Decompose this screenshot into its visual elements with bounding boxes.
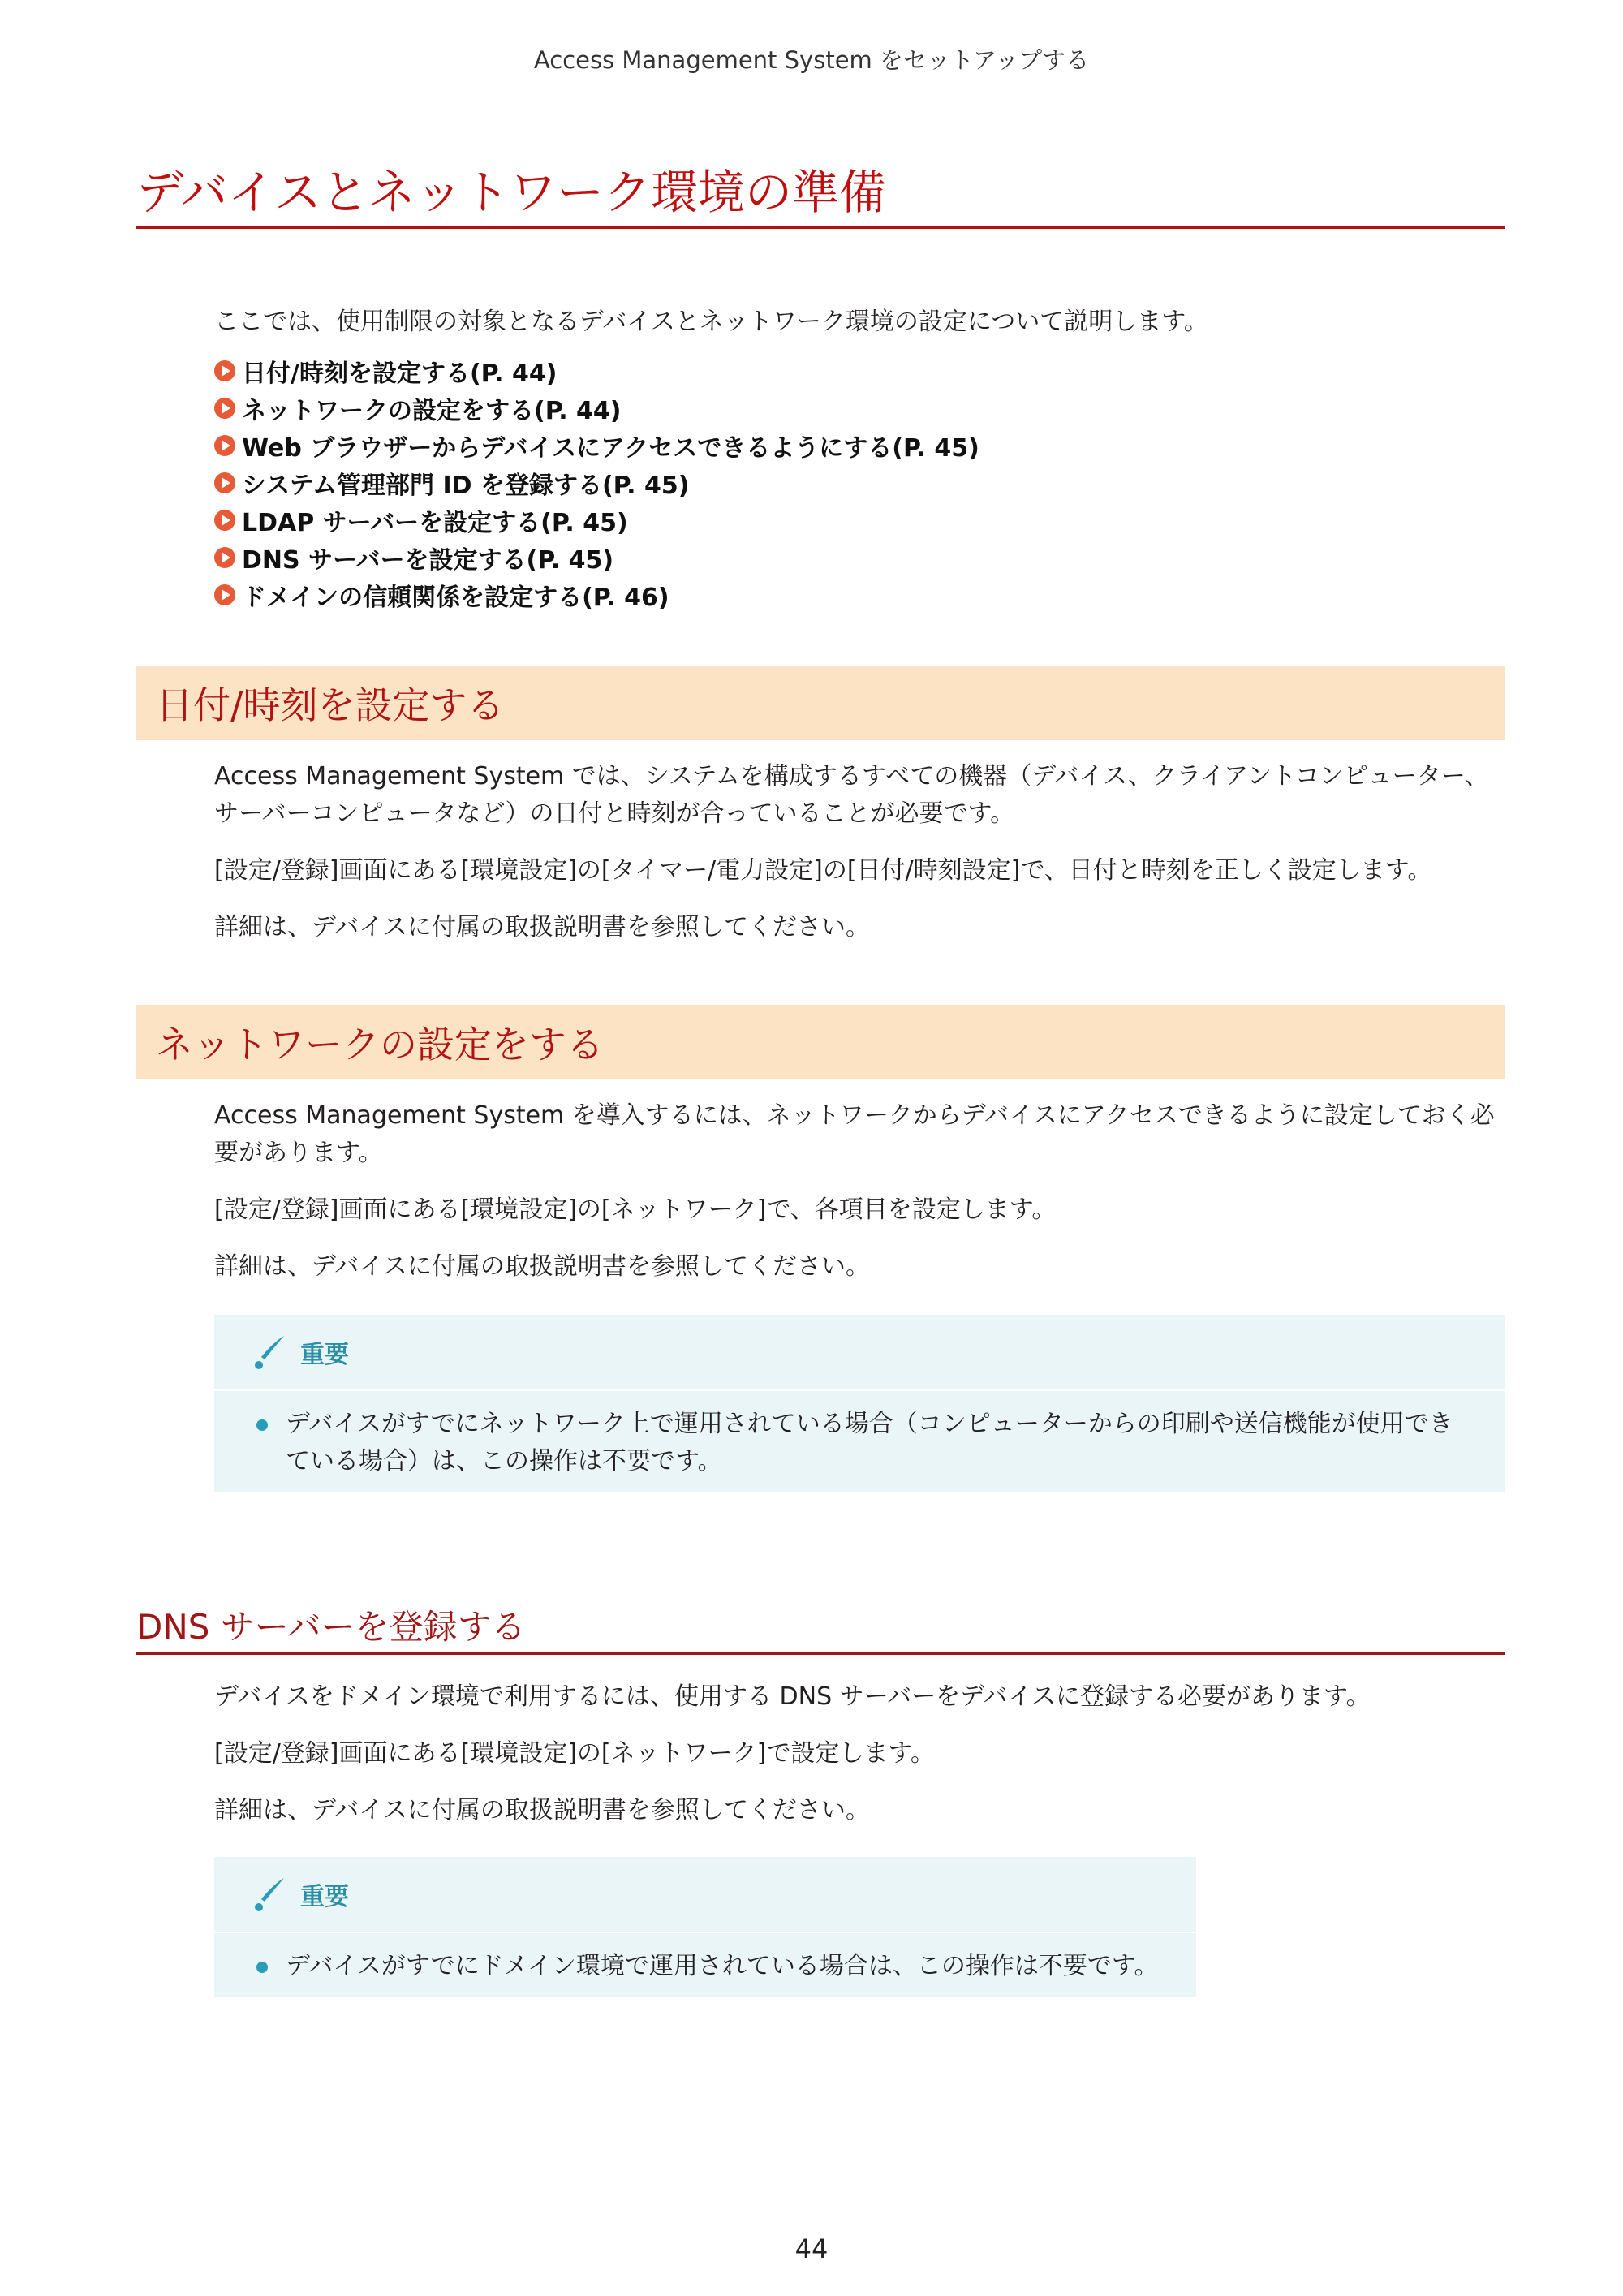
play-arrow-icon: [214, 435, 235, 456]
note-label: 重要: [300, 1883, 349, 1911]
play-arrow-icon: [214, 547, 235, 568]
note-header: [214, 1857, 1196, 1933]
running-header: Access Management System をセットアップする: [533, 46, 1090, 74]
section-body-datetime: [214, 758, 1505, 966]
paragraph: 詳細は、デバイスに付属の取扱説明書を参照してください。: [214, 913, 870, 941]
toc-link-label: ドメインの信頼関係を設定する(P. 46): [242, 584, 669, 612]
toc-link-label: 日付/時刻を設定する(P. 44): [242, 360, 558, 388]
section-body-dns: [214, 1678, 1505, 1849]
toc-link-system-manager-id[interactable]: [214, 464, 1505, 502]
bullet-icon: [256, 1962, 268, 1973]
page-number: 44: [794, 2234, 829, 2264]
note-header: [214, 1315, 1505, 1391]
toc-link-domain-trust[interactable]: [214, 576, 1505, 614]
toc-link-ldap[interactable]: [214, 502, 1505, 539]
toc-link-label: システム管理部門 ID を登録する(P. 45): [242, 472, 690, 500]
section-header-network: [136, 1005, 1505, 1079]
toc-link-label: DNS サーバーを設定する(P. 45): [242, 546, 614, 575]
note-body: [214, 1933, 1196, 1997]
note-text: デバイスがすでにネットワーク上で運用されている場合（コンピューターからの印刷や送信機能が使用できている場合）は、この操作は不要です。: [286, 1410, 1453, 1475]
paragraph: [設定/登録]画面にある[環境設定]の[ネットワーク]で設定します。: [214, 1739, 935, 1768]
play-arrow-icon: [214, 398, 235, 419]
toc-link-web-browser[interactable]: [214, 427, 1505, 464]
play-arrow-icon: [214, 510, 235, 531]
toc-link-label: LDAP サーバーを設定する(P. 45): [242, 509, 628, 537]
play-arrow-icon: [214, 360, 235, 381]
intro-section: [214, 304, 1505, 614]
toc-link-label: ネットワークの設定をする(P. 44): [242, 397, 622, 425]
paragraph: Access Management System では、システムを構成するすべての機器（デバイス、クライアントコンピューター、サーバーコンピュータなど）の日付と時刻が合っていることが必要です。: [214, 762, 1489, 828]
toc-link-network[interactable]: [214, 390, 1505, 427]
important-note-dns: [214, 1857, 1196, 1997]
play-arrow-icon: [214, 584, 235, 605]
paragraph: [設定/登録]画面にある[環境設定]の[ネットワーク]で、各項目を設定します。: [214, 1195, 1057, 1224]
paragraph: デバイスをドメイン環境で利用するには、使用する DNS サーバーをデバイスに登録する必要があります。: [214, 1682, 1371, 1711]
paragraph: [設定/登録]画面にある[環境設定]の[タイマー/電力設定]の[日付/時刻設定]で、日付と時刻を正しく設定します。: [214, 856, 1432, 885]
paragraph: 詳細は、デバイスに付属の取扱説明書を参照してください。: [214, 1796, 870, 1824]
toc-link-list: [214, 352, 1505, 614]
section-body-network: [214, 1097, 1505, 1305]
pen-icon: [252, 1876, 287, 1913]
note-text: デバイスがすでにドメイン環境で運用されている場合は、この操作は不要です。: [286, 1952, 1159, 1980]
toc-link-datetime[interactable]: [214, 352, 1505, 390]
paragraph: Access Management System を導入するには、ネットワークからデバイスにアクセスできるように設定しておく必要があります。: [214, 1101, 1495, 1167]
intro-text: ここでは、使用制限の対象となるデバイスとネットワーク環境の設定について説明します。: [214, 308, 1208, 336]
note-list-item: [252, 1406, 1472, 1480]
note-list-item: [252, 1948, 1164, 1985]
paragraph: 詳細は、デバイスに付属の取扱説明書を参照してください。: [214, 1252, 870, 1281]
toc-link-label: Web ブラウザーからデバイスにアクセスできるようにする(P. 45): [242, 434, 979, 463]
important-note-network: [214, 1315, 1505, 1492]
play-arrow-icon: [214, 472, 235, 493]
pen-icon: [252, 1333, 287, 1371]
bullet-icon: [256, 1419, 268, 1431]
section-title: ネットワークの設定をする: [156, 1023, 604, 1066]
section-title: 日付/時刻を設定する: [156, 683, 505, 727]
chapter-title: デバイスとネットワーク環境の準備: [136, 158, 1505, 229]
section-header-datetime: [136, 666, 1505, 740]
note-label: 重要: [300, 1341, 349, 1369]
note-body: [214, 1391, 1505, 1492]
toc-link-dns[interactable]: [214, 539, 1505, 576]
subsection-title-dns: DNS サーバーを登録する: [136, 1602, 1505, 1655]
